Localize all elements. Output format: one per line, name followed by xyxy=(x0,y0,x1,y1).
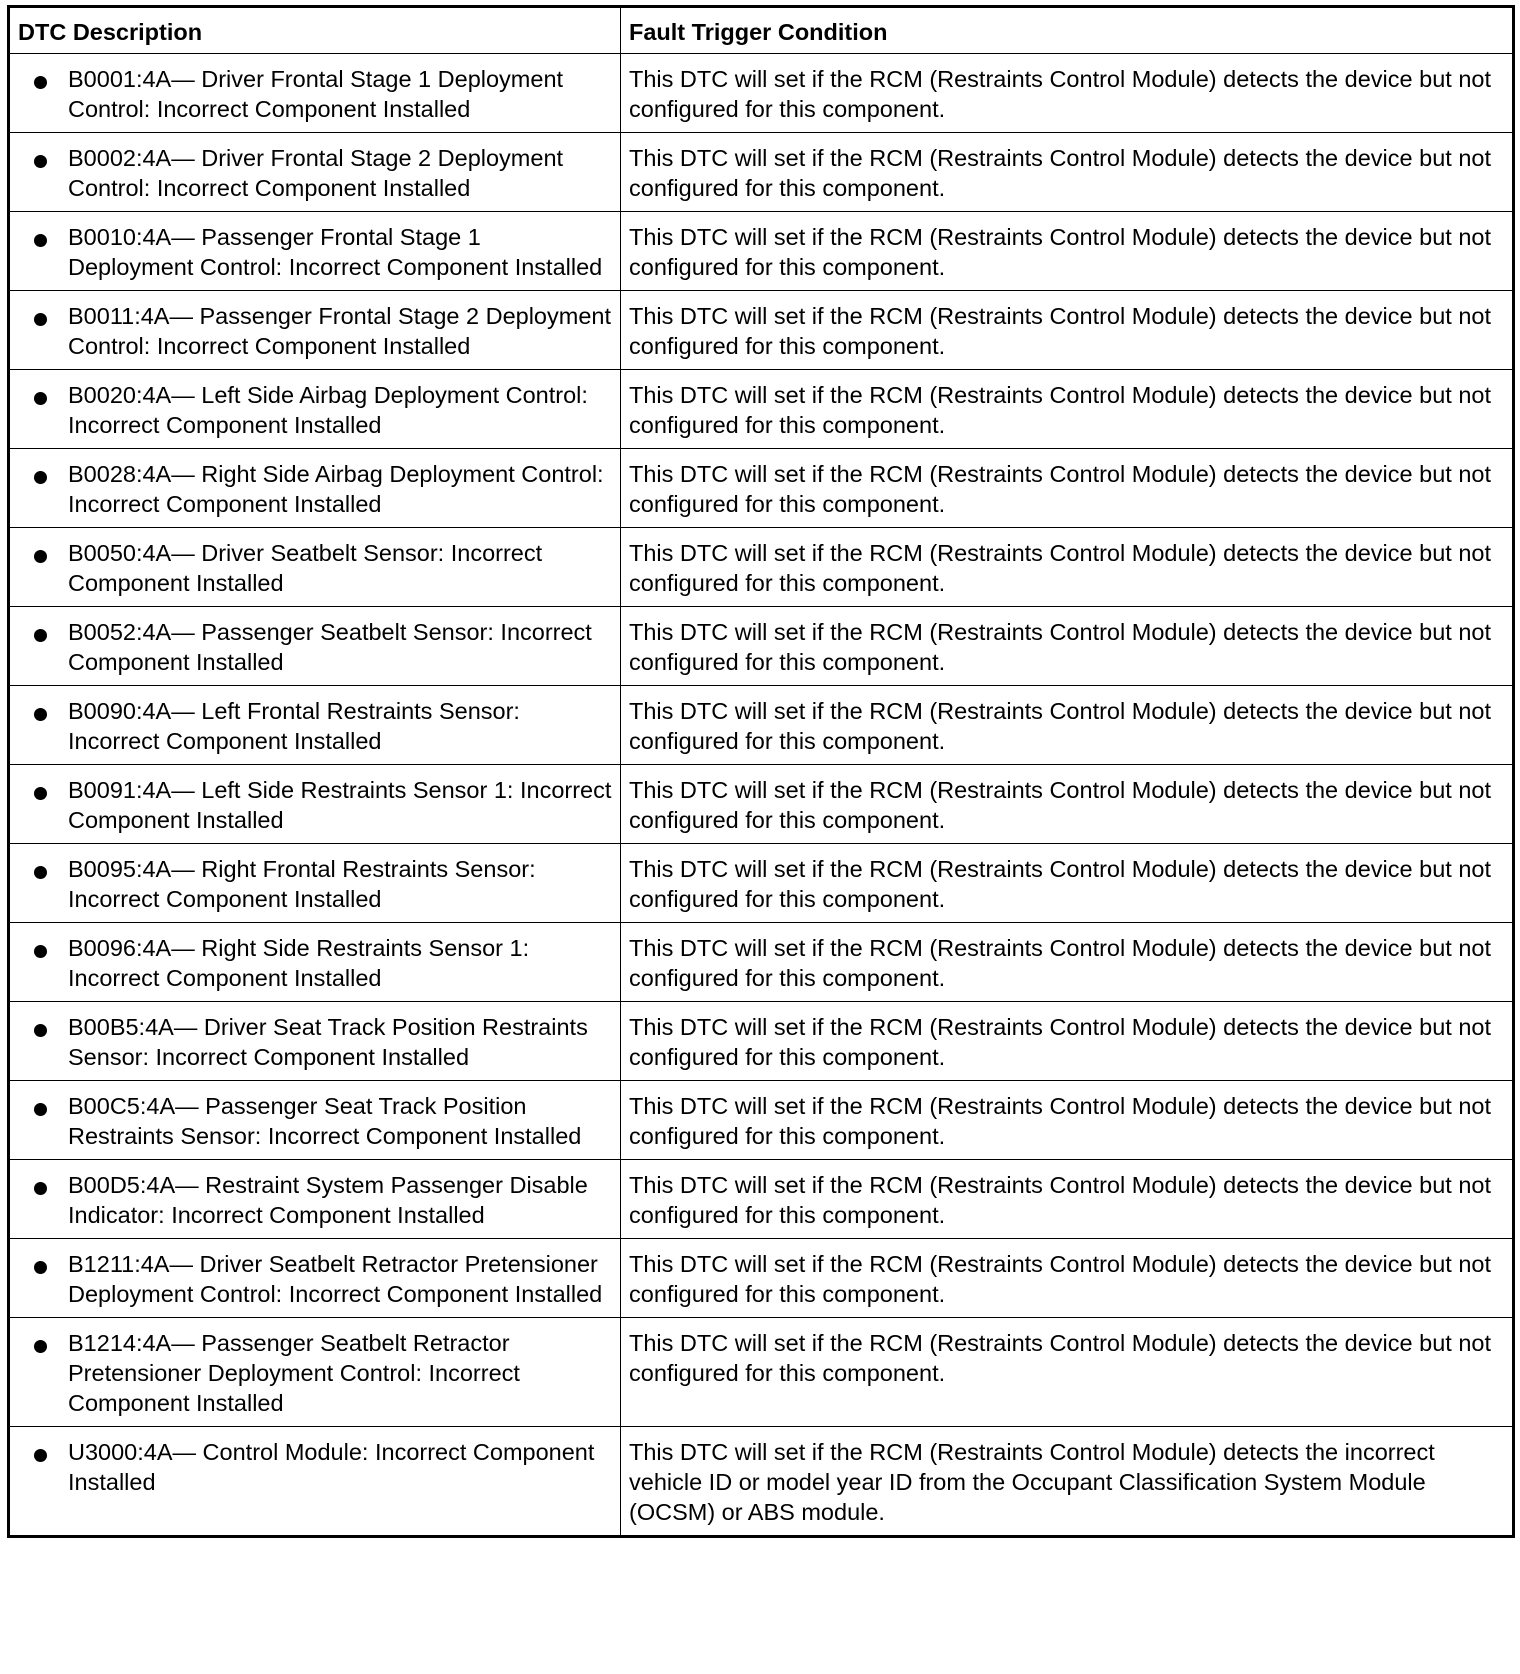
dtc-description-text: B0090:4A— Left Frontal Restraints Sensor: Incorrect Component Installed xyxy=(68,698,520,754)
dtc-description-cell xyxy=(9,133,621,212)
fault-condition-cell: This DTC will set if the RCM (Restraints Control Module) detects the device but not configured for this component. xyxy=(621,1081,1514,1160)
bullet-icon xyxy=(34,708,47,721)
bullet-icon xyxy=(34,1449,47,1462)
dtc-description-text: B0091:4A— Left Side Restraints Sensor 1: Incorrect Component Installed xyxy=(68,777,612,833)
dtc-description-cell xyxy=(9,1002,621,1081)
dtc-description-text: B00D5:4A— Restraint System Passenger Disable Indicator: Incorrect Component Installed xyxy=(68,1172,588,1228)
dtc-description-cell xyxy=(9,449,621,528)
fault-condition-cell: This DTC will set if the RCM (Restraints Control Module) detects the device but not configured for this component. xyxy=(621,133,1514,212)
table-row xyxy=(9,1239,1514,1318)
header-fault-trigger-condition: Fault Trigger Condition xyxy=(621,7,1514,54)
bullet-icon xyxy=(34,1182,47,1195)
dtc-description-cell xyxy=(9,1239,621,1318)
fault-condition-cell: This DTC will set if the RCM (Restraints Control Module) detects the device but not configured for this component. xyxy=(621,449,1514,528)
table-row xyxy=(9,923,1514,1002)
bullet-icon xyxy=(34,155,47,168)
dtc-description-text: B0010:4A— Passenger Frontal Stage 1 Deployment Control: Incorrect Component Installed xyxy=(68,224,603,280)
fault-condition-cell: This DTC will set if the RCM (Restraints Control Module) detects the device but not configured for this component. xyxy=(621,923,1514,1002)
dtc-description-text: B0011:4A— Passenger Frontal Stage 2 Deployment Control: Incorrect Component Installed xyxy=(68,303,611,359)
fault-condition-cell: This DTC will set if the RCM (Restraints Control Module) detects the device but not configured for this component. xyxy=(621,1002,1514,1081)
dtc-description-cell xyxy=(9,765,621,844)
fault-condition-cell: This DTC will set if the RCM (Restraints Control Module) detects the device but not configured for this component. xyxy=(621,370,1514,449)
table-row xyxy=(9,765,1514,844)
dtc-description-cell xyxy=(9,607,621,686)
dtc-description-text: B1211:4A— Driver Seatbelt Retractor Pretensioner Deployment Control: Incorrect Component Installed xyxy=(68,1251,603,1307)
bullet-icon xyxy=(34,234,47,247)
table-row xyxy=(9,133,1514,212)
bullet-icon xyxy=(34,945,47,958)
table-row xyxy=(9,1318,1514,1427)
dtc-description-cell xyxy=(9,370,621,449)
bullet-icon xyxy=(34,1261,47,1274)
bullet-icon xyxy=(34,787,47,800)
dtc-description-cell xyxy=(9,1427,621,1537)
dtc-description-text: B0020:4A— Left Side Airbag Deployment Control: Incorrect Component Installed xyxy=(68,382,588,438)
dtc-description-text: B0095:4A— Right Frontal Restraints Sensor: Incorrect Component Installed xyxy=(68,856,536,912)
table-row xyxy=(9,291,1514,370)
dtc-description-cell xyxy=(9,528,621,607)
dtc-description-cell xyxy=(9,923,621,1002)
table-row xyxy=(9,1160,1514,1239)
bullet-icon xyxy=(34,471,47,484)
bullet-icon xyxy=(34,313,47,326)
fault-condition-cell: This DTC will set if the RCM (Restraints Control Module) detects the device but not configured for this component. xyxy=(621,54,1514,133)
bullet-icon xyxy=(34,1340,47,1353)
fault-condition-cell: This DTC will set if the RCM (Restraints Control Module) detects the device but not configured for this component. xyxy=(621,1239,1514,1318)
fault-condition-cell: This DTC will set if the RCM (Restraints Control Module) detects the device but not configured for this component. xyxy=(621,607,1514,686)
fault-condition-cell: This DTC will set if the RCM (Restraints Control Module) detects the device but not configured for this component. xyxy=(621,686,1514,765)
dtc-description-cell xyxy=(9,212,621,291)
table-row xyxy=(9,370,1514,449)
dtc-description-text: B0052:4A— Passenger Seatbelt Sensor: Incorrect Component Installed xyxy=(68,619,592,675)
dtc-description-text: U3000:4A— Control Module: Incorrect Component Installed xyxy=(68,1439,595,1495)
dtc-description-text: B0028:4A— Right Side Airbag Deployment Control: Incorrect Component Installed xyxy=(68,461,604,517)
dtc-description-cell xyxy=(9,1081,621,1160)
dtc-description-text: B1214:4A— Passenger Seatbelt Retractor Pretensioner Deployment Control: Incorrect Component Installed xyxy=(68,1330,520,1416)
bullet-icon xyxy=(34,392,47,405)
table-row xyxy=(9,212,1514,291)
dtc-table xyxy=(7,5,1515,1538)
fault-condition-cell: This DTC will set if the RCM (Restraints Control Module) detects the device but not configured for this component. xyxy=(621,1318,1514,1427)
table-row xyxy=(9,528,1514,607)
dtc-description-text: B0050:4A— Driver Seatbelt Sensor: Incorrect Component Installed xyxy=(68,540,543,596)
table-row xyxy=(9,1427,1514,1537)
fault-condition-cell: This DTC will set if the RCM (Restraints Control Module) detects the device but not configured for this component. xyxy=(621,528,1514,607)
fault-condition-cell: This DTC will set if the RCM (Restraints Control Module) detects the incorrect vehicle ID or model year ID from the Occupant Classification System Module (OCSM) or ABS module. xyxy=(621,1427,1514,1537)
fault-condition-cell: This DTC will set if the RCM (Restraints Control Module) detects the device but not configured for this component. xyxy=(621,212,1514,291)
table-row xyxy=(9,449,1514,528)
bullet-icon xyxy=(34,629,47,642)
dtc-description-text: B00B5:4A— Driver Seat Track Position Restraints Sensor: Incorrect Component Installed xyxy=(68,1014,588,1070)
dtc-description-cell xyxy=(9,1160,621,1239)
fault-condition-cell: This DTC will set if the RCM (Restraints Control Module) detects the device but not configured for this component. xyxy=(621,844,1514,923)
dtc-description-text: B0096:4A— Right Side Restraints Sensor 1: Incorrect Component Installed xyxy=(68,935,530,991)
table-header-row xyxy=(9,7,1514,54)
dtc-description-cell xyxy=(9,291,621,370)
dtc-description-cell xyxy=(9,686,621,765)
bullet-icon xyxy=(34,1103,47,1116)
fault-condition-cell: This DTC will set if the RCM (Restraints Control Module) detects the device but not configured for this component. xyxy=(621,1160,1514,1239)
header-dtc-description: DTC Description xyxy=(9,7,621,54)
fault-condition-cell: This DTC will set if the RCM (Restraints Control Module) detects the device but not configured for this component. xyxy=(621,291,1514,370)
bullet-icon xyxy=(34,76,47,89)
dtc-description-text: B0001:4A— Driver Frontal Stage 1 Deployment Control: Incorrect Component Installed xyxy=(68,66,564,122)
dtc-description-cell xyxy=(9,1318,621,1427)
dtc-description-cell xyxy=(9,844,621,923)
table-row xyxy=(9,1002,1514,1081)
dtc-description-text: B0002:4A— Driver Frontal Stage 2 Deployment Control: Incorrect Component Installed xyxy=(68,145,564,201)
bullet-icon xyxy=(34,550,47,563)
dtc-document xyxy=(7,5,1512,1538)
bullet-icon xyxy=(34,866,47,879)
table-row xyxy=(9,54,1514,133)
fault-condition-cell: This DTC will set if the RCM (Restraints Control Module) detects the device but not configured for this component. xyxy=(621,765,1514,844)
bullet-icon xyxy=(34,1024,47,1037)
table-row xyxy=(9,686,1514,765)
dtc-description-text: B00C5:4A— Passenger Seat Track Position Restraints Sensor: Incorrect Component Installed xyxy=(68,1093,582,1149)
dtc-description-cell xyxy=(9,54,621,133)
table-row xyxy=(9,607,1514,686)
table-row xyxy=(9,844,1514,923)
table-row xyxy=(9,1081,1514,1160)
